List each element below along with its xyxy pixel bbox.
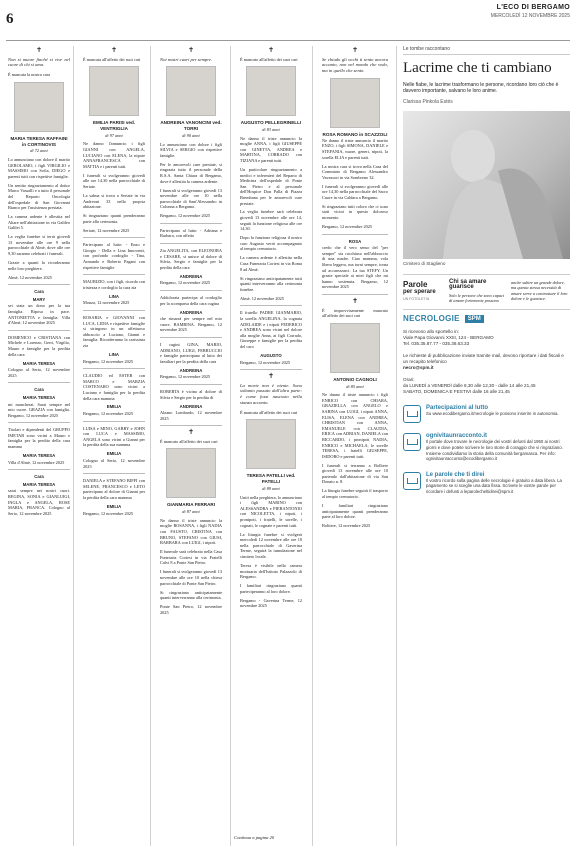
obituary-quote: La morte non è niente. Sono soltanto passato dall'altra parte: è come fossi nascosto nella stanza accanto. xyxy=(240,382,302,406)
deceased-age: di 97 anni xyxy=(105,132,123,138)
notice-divider xyxy=(322,294,388,295)
notice-divider xyxy=(8,469,70,470)
obituary-text: Lo annunciano con dolore il marito GEROLAMO, i figli VIRGILIO e MASSIMO con Sofia, DIEGO e parenti tutti con rispettive famiglie. xyxy=(8,156,70,179)
notice-text: DANIELA e STEFANO BIFFI con SELENE, FRANCESCO e LETO partecipano al dolore di Gianni per la perdita della cara mamma xyxy=(83,478,145,500)
notice-city: Bergamo, 12 novembre 2025 xyxy=(83,358,134,364)
notice-name: EMILIA xyxy=(106,503,122,509)
notice-kicker: Cara xyxy=(34,387,44,393)
deceased-photo xyxy=(330,323,380,373)
notice-text: mi mancherai. Sarai sempre nel mio cuore. GRAZIA con famiglia. Bergamo, 12 novembre 2025 xyxy=(8,401,70,418)
necrologie-title: NECROLOGIE xyxy=(403,314,460,324)
obituary-text: La camera ardente è allestita nella Casa Funeraria Cortesi in via Roma 8 ad Almè. xyxy=(240,255,302,272)
notice-city: Villa d'Almè, 12 novembre 2025 xyxy=(8,459,65,465)
obituary-quote: Se chiudo gli occhi ti sento ancora accanto, non nel mondo che vedo, ma in quello che sento. xyxy=(322,56,388,74)
deceased-name: AUGUSTO PELLEGRINELLI xyxy=(240,120,302,126)
deceased-photo xyxy=(14,82,64,132)
obituary-intro: È mancata all'affetto dei suoi cari xyxy=(240,409,298,415)
obituary-text: Ne danno il triste annuncio la moglie ANNA, i figli GIUSEPPE con GINETTA, ANDREA e MARTINA, CORRADO con TIZIANA e parenti tutti. xyxy=(240,135,302,163)
office-phone: Tel. 035.35.87.77 - 035.38.63.33 xyxy=(403,341,470,347)
book-icon xyxy=(403,433,421,451)
notice-name: MARIA TERESA xyxy=(22,360,56,366)
deceased-age: di 87 anni xyxy=(182,509,200,515)
notice-name: ANDREINA xyxy=(179,403,203,409)
notice-divider xyxy=(83,310,145,311)
obituary-column-3 xyxy=(160,46,222,619)
obituary-text: Seriate, 12 novembre 2025 xyxy=(83,227,130,233)
obituary-text: Almè, 12 novembre 2025 xyxy=(8,274,52,280)
notice-text: Partecipano al lutto: - Enzo e Giorgio - Della e Lina Innocenti, con profondo cordoglio - Tina, Armando e Roberto Pagani con rispettive famiglie xyxy=(83,242,145,270)
obituary-text: Ne danno il triste annuncio il marito ENZO, i figli SIMONA, DANIELE e STEFANIA, nuore, generi, nipoti, la sorella ELIA e parenti tutti. xyxy=(322,137,388,160)
obituary-text: La liturgia funebre seguirà il trasporto al tempio crematorio. xyxy=(322,488,388,500)
deceased-name: ANDREINA VANONCINI ved. TORRI xyxy=(160,120,222,132)
obituary-text: Teresa è visibile nella camera mortuaria dell'Istituto Palazzolo di Bergamo. xyxy=(240,562,302,580)
parole-box xyxy=(403,274,570,304)
obituary-text: I familiari ringraziano quanti parteciperanno al loro dolore. xyxy=(240,583,302,594)
feature-kicker: Le tombe raccontano xyxy=(403,46,570,55)
notice-text: Titolari e dipendenti del GRUPPO IMETAB sono vicini a Mauro e famiglia per la perdita della cara mamma xyxy=(8,427,70,450)
statue-photo xyxy=(403,111,570,259)
newspaper-name: L'ECO DI BERGAMO xyxy=(496,4,570,11)
notice-divider xyxy=(240,369,302,370)
obituary-text: Dopo la funzione religiosa il nostro caro Augusto verrà accompagnato al tempio crematorio. xyxy=(240,235,302,252)
deceased-name: EMILIA PARISI ved. VENTRIGLIA xyxy=(92,120,136,131)
service-partecipazioni[interactable] xyxy=(403,405,570,423)
right-panel xyxy=(403,46,570,495)
deceased-photo xyxy=(246,66,296,116)
column-divider xyxy=(396,46,397,846)
page-number: 6 xyxy=(6,11,14,27)
feature-title: Lacrime che ti cambiano xyxy=(403,60,552,76)
cross-icon: ✝ xyxy=(268,46,274,54)
deceased-photo xyxy=(89,66,139,116)
office-line: Si ricevono allo sportello in: xyxy=(403,329,459,335)
notice-text: Addolorata partecipa al cordoglio per la scomparsa della cara cugina xyxy=(160,295,222,306)
parole-column-2: anche subire un grande dolore, ma questa stessa necessità di amare serve a contrastare il loro dolore e le guarisce. xyxy=(511,279,568,302)
obituary-text: Grazie a quanti la ricorderanno nelle loro preghiere. xyxy=(8,260,70,271)
notice-name: MARIA TERESA xyxy=(22,481,56,487)
notice-text: I cugini GINA, MARIO, ADRIANO, LUIGI, FERRUCCIO e famiglie partecipano al lutto dei familiari per la perdita della cara xyxy=(160,341,222,364)
notice-city: Bergamo, 12 novembre 2025 xyxy=(83,411,134,417)
parole-subtitle: per sperare xyxy=(403,288,436,295)
deceased-age: di 85 anni xyxy=(346,383,364,389)
deceased-name: GIANMARIA FERRARI xyxy=(166,502,216,508)
notice-kicker: Cara xyxy=(34,289,44,295)
notice-text: Partecipano al lutto: - Adriana e Barbara, con affetto xyxy=(160,227,222,239)
notice-divider xyxy=(160,243,222,244)
notice-city: Alzano Lombardo, 12 novembre 2025 xyxy=(160,410,222,421)
notice-name: ROSA xyxy=(348,238,362,244)
obituary-text: I familiari ringraziano anticipatamente quanti prenderanno parte al loro dolore. xyxy=(322,503,388,520)
statue-illustration xyxy=(403,111,570,259)
obituary-text: Bergamo, 12 novembre 2025 xyxy=(160,213,211,219)
obituary-text: Lo annunciano con dolore i figli SILVIA e SERGIO con rispettive famiglie. xyxy=(160,141,222,158)
notice-name: LINA xyxy=(108,351,120,357)
notice-divider xyxy=(160,223,222,224)
notice-divider xyxy=(160,384,222,385)
deceased-name: MARIA TERESA RAFFAINI in CORTINOVIS xyxy=(10,135,68,147)
obituary-intro: È mancato all'affetto dei suoi cari xyxy=(240,56,298,62)
deceased-name: TERESA PATELLI ved. PATELLI xyxy=(246,473,296,485)
deceased-age: di 90 anni xyxy=(182,132,200,138)
service-text: Su www.ecodibergamo.it/necrologie le possono inserire in autonomia. xyxy=(426,411,559,417)
obituary-quote: Non si muore finché si vive nel cuore di chi si ama. xyxy=(8,56,70,68)
notice-name: MARIA TERESA xyxy=(22,394,56,400)
obituary-text: Uniti nella preghiera, lo annunciano i figli MARINO con ALESSANDRA e PIERANTONIO con NICOLETTA, i nipoti, i pronipoti, i fratelli, le sorelle, i cognati, le cognate e parenti tutti. xyxy=(240,494,302,528)
obituary-text: Almè, 12 novembre 2025 xyxy=(240,295,284,301)
cross-icon: ✝ xyxy=(188,46,194,54)
service-heading: Partecipazioni al lutto xyxy=(426,405,489,412)
obituary-text: Si ringraziano anticipatamente quanti interverranno alla cerimonia. xyxy=(160,589,222,601)
hours-info xyxy=(403,377,570,395)
notice-divider xyxy=(322,234,388,235)
notice-name: EMILIA xyxy=(106,451,122,457)
notice-divider xyxy=(160,425,222,426)
notice-text: ROBERTA è vicina al dolore di Silvia e Sergio per la perdita di xyxy=(160,388,222,400)
obituary-text: La veglia funebre si terrà giovedì 13 novembre alle ore 9 nella parrocchiale di Almè, dove alle ore 9,30 saranno celebrati i funerali. xyxy=(8,234,70,257)
column-divider xyxy=(230,46,231,846)
deceased-name: ROSA ROMANO in SCAZZOLI xyxy=(322,131,388,137)
heart-icon xyxy=(403,472,421,490)
notice-city: Monza, 12 novembre 2025 xyxy=(83,300,130,306)
deceased-age: di 72 anni xyxy=(30,148,48,154)
notice-divider xyxy=(83,473,145,474)
notice-city: Cologno al Serio, 12 novembre 2025 xyxy=(8,367,70,378)
obituary-text: La liturgia funebre si svolgerà mercoledì 12 novembre alle ore 10 nella parrocchiale di Gaverina Terme, seguirà la tumulazione nel cimitero locale. xyxy=(240,531,302,559)
hours-weekend: SABATO, DOMENICA E FESTIVI dalle 16 alle 21,45 xyxy=(403,389,510,395)
obituary-text: La veglia funebre sarà celebrata giovedì 13 novembre alle ore 14, seguiti la funzione religiosa alle ore 14,30. xyxy=(240,209,302,232)
deceased-photo xyxy=(246,419,296,469)
cross-icon: ✝ xyxy=(111,46,117,54)
notice-city: Cologno al Serio, 12 novembre 2025 xyxy=(83,458,145,469)
parole-text: Solo le persone che sono capaci di amare fortemente possono xyxy=(449,292,505,304)
notice-divider xyxy=(8,284,70,285)
header-rule xyxy=(6,40,570,41)
obituary-text: Un sentito ringraziamento al dottor Marco Vassalli e a tutto il personale del Reparto Oncologia dell'ospedale di San Giovanni Bianco per l'assistenza prestata. xyxy=(8,182,70,211)
obituary-text: Ne danno il triste annuncio i figli ENRICO con CHIARA, GRAZIELLA con ANGELO e SABINA con LUIGI, i nipoti ANNA, ELISA, ELENA con ANDREA, CHRISTIAN con ANNA, EMANUELE con CLAUDIA, ERICA con ADRIAN, DANIELA con RICCARDO, i pronipoti NADIA, ENRICO e MICHAELA, le sorelle TERESA, i fratelli GIUSEPPE, ISIDORO e parenti tutti. xyxy=(322,392,388,459)
obituary-text: I funerali si svolgeranno giovedì 13 novembre alle ore 10 nella chiesa parrocchiale di Ponte San Pietro. xyxy=(160,569,222,586)
obituary-column-5 xyxy=(322,46,388,532)
notice-text: Zia ANGELITA, con ELEONORA e CESARE, si unisce al dolore di Silvia, Sergio e famiglie per la perdita della cara xyxy=(160,248,222,270)
obituary-text: Il funerale sarà celebrato nella Casa Funeraria Cortesi in via Fratelli Calvi 8 a Ponte San Pietro. xyxy=(160,549,222,566)
email-link[interactable]: necro@spm.it xyxy=(403,365,434,371)
office-info xyxy=(403,329,570,347)
obituary-text: Si ringraziano anticipatamente tutti quanti interverranno alla cerimonia funebre. xyxy=(240,275,302,292)
obituary-intro: È improvvisamente mancato all'affetto dei suoi cari xyxy=(322,307,388,319)
notice-name: ANDREINA xyxy=(179,367,203,373)
photo-caption: Cimitero di Staglieno xyxy=(403,260,446,266)
masthead xyxy=(491,4,570,19)
notice-kicker: Cara xyxy=(34,474,44,480)
obituary-text: I funerali si svolgeranno giovedì alle ore 14,30 nella parrocchiale del Sacro Cuore in via Caldara a Bergamo. xyxy=(322,183,388,200)
notice-text: sarai sempre nei nostri cuori. REGINA, SONIA e GIANLUIGI, INGLA e ANGELA, ROSE MARIA, FRANCA. Cologno al Serio, 12 novembre 2025 xyxy=(8,488,70,516)
cross-icon: ✝ xyxy=(352,46,358,54)
email-info xyxy=(403,353,570,371)
parole-heading: Chi sa amare guarisce xyxy=(449,278,487,291)
obituary-text: Ponte San Pietro, 12 novembre 2025 xyxy=(160,604,222,615)
notice-text: LUISA e MINO, GABRY e JOHN con LUCA e MASSIMO, ANGELA sono vicini a Gianni per la perdita della sua mamma xyxy=(83,425,145,448)
obituary-text: Un particolare ringraziamento a medici e infermieri del Reparto di Medicina dell'ospedale di Ponte San Pietro e al personale dell'Hospice Don Palla di Piazza Brembana per le amorevoli cure prestate. xyxy=(240,166,302,206)
column-divider xyxy=(150,46,151,846)
hours-heading: Orari: xyxy=(403,377,415,383)
notice-name: ANDREINA xyxy=(179,309,203,315)
notice-city: Bergamo, 12 novembre 2025 xyxy=(83,510,134,516)
notice-text: CLAUDIO ed ESTER con MARCO e MARZIA COSTENARO sono vicini a Luciano e famiglia per la perdita della cara mamma xyxy=(83,373,145,401)
obituary-intro: È mancato all'affetto dei suoi cari xyxy=(160,438,218,444)
notice-name: LINA xyxy=(108,293,120,299)
parole-logo xyxy=(403,280,445,304)
notice-divider xyxy=(8,330,70,331)
obituary-text: Boltiere, 12 novembre 2025 xyxy=(322,523,371,529)
column-divider xyxy=(73,46,74,846)
deceased-name: ANTONIO CAGNOLI xyxy=(333,376,377,382)
notice-text: ROSARIA e GIOVANNI con LUCA, LIDIA e rispettive famiglie si stringono in un affettuoso abbraccio a Luciano, Gianni e famiglia. Ricorderanno la carissima zia xyxy=(83,314,145,348)
office-address: Viale Papa Giovanni XXIII, 124 - BERGAMO xyxy=(403,335,494,341)
obituary-intro: È mancata la nostra cara xyxy=(8,72,50,78)
cross-icon: ✝ xyxy=(188,428,194,437)
obituary-text: La salma si trova a Seriate in via Andreoni 33 nella propria abitazione. xyxy=(83,192,145,210)
notice-divider xyxy=(83,368,145,369)
obituary-quote: Noi nostri cuori per sempre. xyxy=(160,56,213,62)
obituary-text: Si ringraziano tutti coloro che ci sono stati vicini in questo doloroso momento. xyxy=(322,203,388,221)
notice-divider xyxy=(83,421,145,422)
obituary-column-4 xyxy=(240,46,302,612)
notice-text: che rimarrà per sempre nel mio cuore. BAMBINA. Bergamo, 12 novembre 2025 xyxy=(160,316,222,333)
parole-credit: UN FOTOLETIA xyxy=(403,296,430,301)
notice-divider xyxy=(83,274,145,275)
notice-name: EMILIA xyxy=(106,404,122,410)
notice-text: MAURIZIO, con i figli, ricorda con tristezza e cordoglio la cara zia xyxy=(83,279,145,290)
obituary-column-2 xyxy=(83,46,145,520)
obituary-text: Bergamo, 12 novembre 2025 xyxy=(322,224,373,230)
deceased-age: di 83 anni xyxy=(262,126,280,132)
cross-icon: ✝ xyxy=(268,372,274,381)
obituary-text: Bergamo - Gaverina Terme, 12 novembre 2025 xyxy=(240,597,302,609)
service-heading: Le parole che ti direi xyxy=(426,471,485,478)
obituary-text: Ne danno il triste annuncio la moglie ROSANNA, i figli NADIA con FAUSTO, CRISTINA con BRUNO, STEFANO con GIUSI, BARBARA con LUIGI, i nipoti. xyxy=(160,517,222,546)
obituary-text: Ne danno l'annuncio i figli GIANNI con ANGELA, LUCIANO con ELENA, la nipote ANNAFRANCESCA con MATTIA e i parenti tutti. xyxy=(83,141,145,169)
spm-logo: SPM xyxy=(465,315,484,323)
column-divider xyxy=(312,46,313,846)
obituary-column-1 xyxy=(8,46,70,520)
obituary-text: I funerali si terranno a Bolltere giovedì 13 novembre alle ore 10 partendo dall'abitazione di via San Donato n. 8. xyxy=(322,462,388,485)
service-heading: ognivitaunracconto.it xyxy=(426,433,488,440)
notice-divider xyxy=(83,237,145,238)
notice-divider xyxy=(160,290,222,291)
hours-weekday: da LUNEDÌ a VENERDÌ dalle 8,30 alle 12,30 - dalle 14 alle 21,45 xyxy=(403,383,536,389)
email-note: Le richieste di pubblicazione inviate tramite mail, devono riportare i dati fiscali e un recapito telefonico xyxy=(403,353,564,365)
deceased-photo xyxy=(166,66,216,116)
obituary-text: I funerali si svolgeranno giovedì 13 novembre alle ore 10 nella parrocchiale di Sant'Alessandro in Colonna a Bergamo. xyxy=(160,187,222,210)
service-parole[interactable] xyxy=(403,472,570,495)
notice-city: Bergamo, 12 novembre 2025 xyxy=(160,280,211,286)
notice-text: Il fratello PADRE GIANMARIO, la sorella ANGELINA, la cognata ADELAIDE e i nipoti FEDERICO e ANDREA sono vicini nel dolore alla moglie Anna, ai figli Corrado, Giuseppe e famiglie per la perdita del caro xyxy=(240,310,302,349)
notice-divider xyxy=(160,337,222,338)
obituary-text: Si ringraziano quanti prenderanno parte alla cerimonia. xyxy=(83,213,145,224)
deceased-photo xyxy=(166,448,216,498)
deceased-age: di 89 anni xyxy=(262,486,280,492)
service-text: Il portale dove trovare le necrologie dei vostri defunti dal 1950 ai nostri giorni e dove potete scrivere le loro storie di coraggio che vi ringraziano. Insieme condividiamo la storia della comunità bergamasca. Per info: ognivitaunracconto@ecodibergamo.it xyxy=(426,439,563,462)
notice-text: sei stata un dono per la tua famiglia. Riposa in pace. ANTONIETTA e famiglia. Villa d'Almè, 12 novembre 2025 xyxy=(8,303,70,326)
notice-divider xyxy=(240,305,302,306)
obituary-text: La nostra cara si trova nella Casa del Commiato di Bergamo Alessandro Vavassori in via Sombreno 32. xyxy=(322,163,388,180)
cross-icon: ✝ xyxy=(352,297,358,305)
cross-icon: ✝ xyxy=(36,46,42,54)
continued-note: Continua a pagina 20 xyxy=(234,835,275,840)
laptop-icon xyxy=(403,405,421,423)
page-header xyxy=(0,0,580,40)
notice-name: MARY xyxy=(32,296,46,302)
obituary-text: La camera ardente è allestita nel Altare nell'abitazione in via Galileo Galilei 5. xyxy=(8,214,70,231)
issue-date: MERCOLEDÌ 12 NOVEMBRE 2025 xyxy=(490,13,570,19)
necrologie-header xyxy=(403,309,570,323)
notice-name: MARIA TERESA xyxy=(22,453,56,459)
parole-title: Parole xyxy=(403,279,428,289)
feature-text: Nelle fiabe, le lacrime trasformano le persone, ricordano loro ciò che è davvero importante, salvano le loro anime. xyxy=(403,82,559,95)
notice-city: Bergamo, 12 novembre 2025 xyxy=(160,374,211,380)
obituary-text: Per le amorevoli cure prestate, si ringrazia tutto il personale della R.S.A. Santa Chiara di Bergamo, dove è allestita la camera ardente. xyxy=(160,161,222,184)
service-text: Il vostro ricordo sulla pagina delle necrologie è gratuito a data libera. La pagamento se si sceglie una data fissa. Scrivete le vostre parole per ricordare i defunti a leparolecheltidirei@spm.it xyxy=(426,477,562,494)
notice-divider xyxy=(8,382,70,383)
notice-name: AUGUSTO xyxy=(260,352,282,358)
obituary-text: I funerali si svolgeranno giovedì alle ore 14,30 nella parrocchiale di Seriate. xyxy=(83,172,145,189)
notice-name: ANDREINA xyxy=(179,273,203,279)
parole-column-1 xyxy=(449,280,507,304)
notice-text: DOMENICO e CRISTIANA con Michele e Lorenzo, Gerri, Virgilio, Mauro e famiglie per la perdita della cara xyxy=(8,334,70,357)
feature-author: Clarissa Pinkola Estés xyxy=(403,98,453,105)
notice-divider xyxy=(8,422,70,423)
obituary-intro: È mancata all'affetto dei suoi cari xyxy=(83,56,141,62)
deceased-photo xyxy=(330,78,380,128)
notice-text: credo che il vero senso del "per sempre" sia racchiuso nell'abbraccio di una madre. Ciao mamma, vola libera leggera, ma torni sempre, torna ad accarezzarci. La tua STEFY. Un grazie speciale ai miei figli che mi hanno sostenuta. Bergamo, 12 novembre 2025 xyxy=(322,245,388,290)
notice-city: Bergamo, 12 novembre 2025 xyxy=(240,359,291,365)
service-ognivita[interactable] xyxy=(403,433,570,461)
